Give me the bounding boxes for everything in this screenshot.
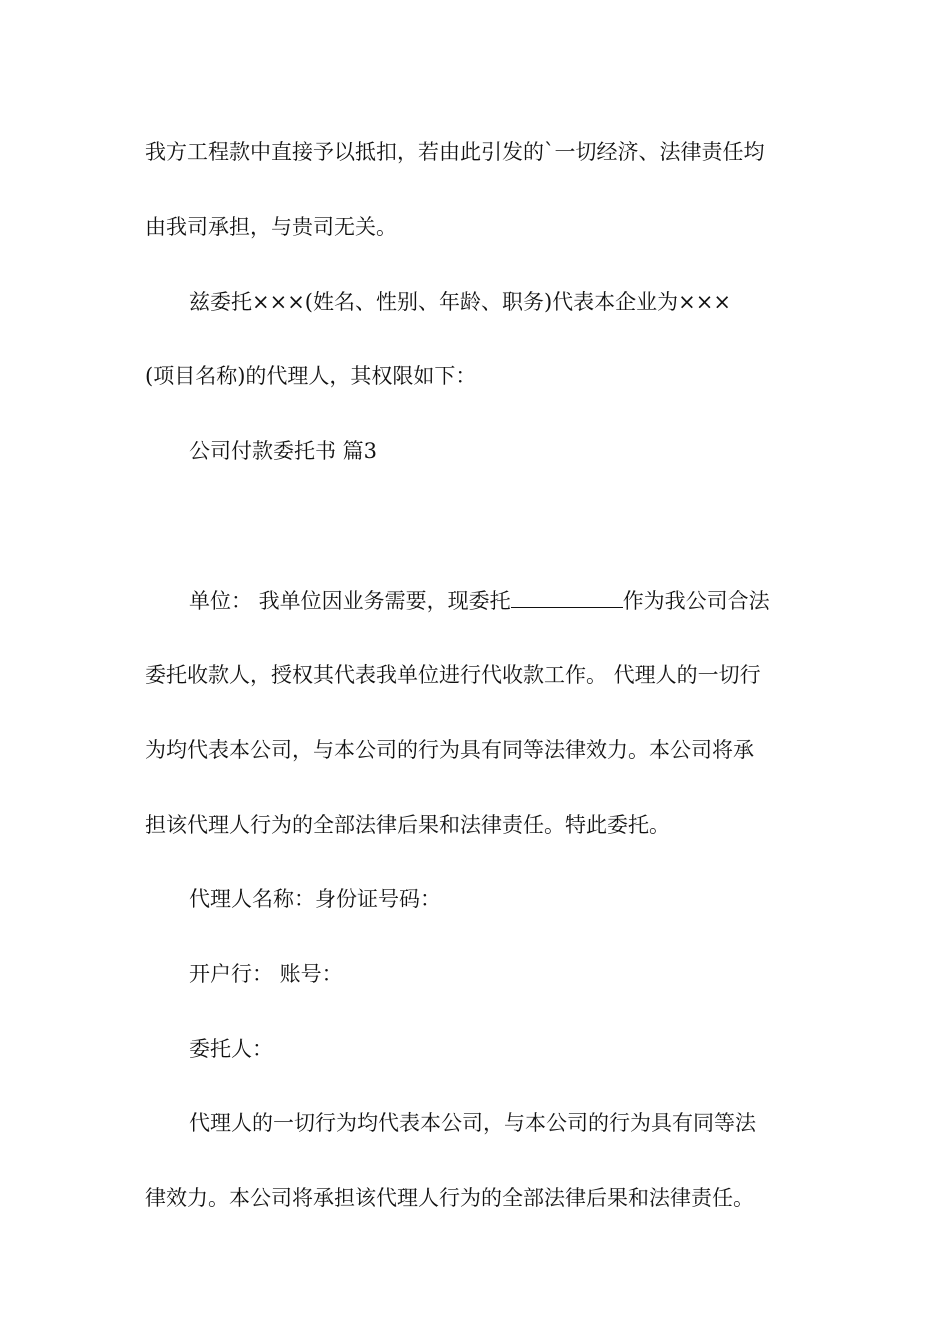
paragraph-line: [189, 587, 815, 615]
paragraph-line: 我方工程款中直接予以抵扣，若由此引发的`一切经济、法律责任均: [145, 140, 765, 164]
paragraph-line: 兹委托×××(姓名、性别、年龄、职务)代表本企业为×××: [189, 290, 731, 314]
paragraph-line: 代理人的一切行为均代表本公司，与本公司的行为具有同等法: [189, 1111, 756, 1135]
paragraph-line: 委托收款人，授权其代表我单位进行代收款工作。 代理人的一切行: [145, 663, 761, 687]
paragraph-line: 为均代表本公司，与本公司的行为具有同等法律效力。本公司将承: [145, 738, 754, 762]
paragraph-line: 律效力。本公司将承担该代理人行为的全部法律后果和法律责任。: [145, 1186, 754, 1210]
form-field-line: 开户行： 账号：: [189, 962, 343, 986]
paragraph-line: 担该代理人行为的全部法律后果和法律责任。特此委托。: [145, 813, 670, 837]
section-heading: 公司付款委托书 篇3: [189, 439, 378, 463]
paragraph-text: 作为我公司合法: [622, 589, 770, 613]
form-field-line: 代理人名称：身份证号码：: [189, 887, 441, 911]
paragraph-line: (项目名称)的代理人，其权限如下：: [145, 364, 477, 388]
fill-in-blank: [511, 589, 623, 608]
paragraph-text: 单位： 我单位因业务需要，现委托: [189, 589, 511, 613]
form-field-line: 委托人：: [189, 1037, 273, 1061]
paragraph-line: 由我司承担，与贵司无关。: [145, 215, 397, 239]
